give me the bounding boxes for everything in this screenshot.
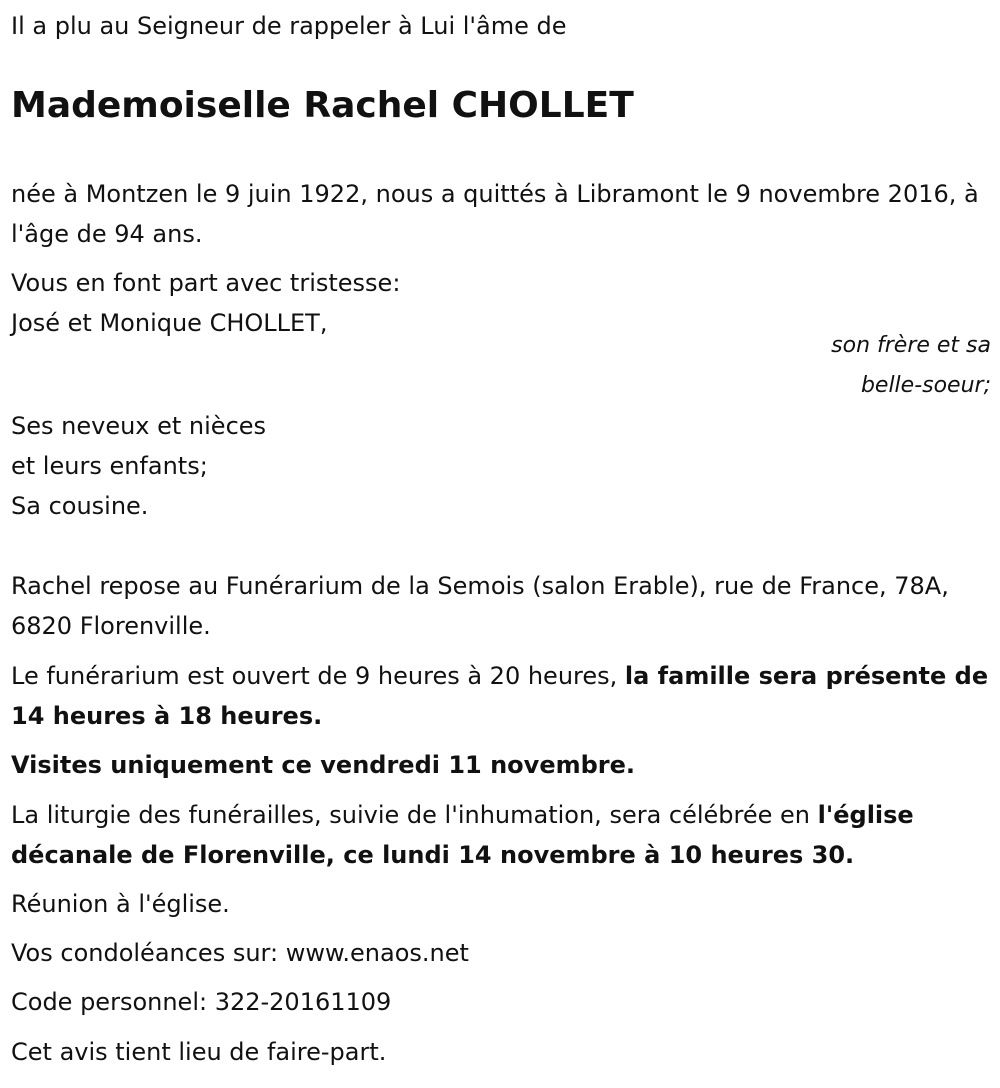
personal-code-text: Code personnel: 322-20161109	[11, 988, 392, 1016]
family-others	[11, 406, 266, 526]
family-first-relation	[831, 326, 991, 406]
opening-bold: la famille sera présente de 14 heures à 18 heures.	[11, 662, 989, 730]
liturgy-normal: La liturgie des funérailles, suivie de l'inhumation, sera célébrée en	[11, 801, 818, 829]
family-other-item: Sa cousine.	[11, 492, 149, 520]
family-other-item: et leurs enfants;	[11, 452, 208, 480]
intro-text: Il a plu au Seigneur de rappeler à Lui l'âme de	[11, 12, 567, 40]
condolences-text: Vos condoléances sur: www.enaos.net	[11, 939, 469, 967]
birth-death-text: née à Montzen le 9 juin 1922, nous a quittés à Libramont le 9 novembre 2016, à l'âge de 94 ans.	[11, 180, 979, 248]
notice-text: Cet avis tient lieu de faire-part.	[11, 1038, 387, 1066]
visits-text: Visites uniquement ce vendredi 11 novembre.	[11, 751, 636, 779]
family-other-item: Ses neveux et nièces	[11, 412, 267, 440]
relation-line-2: belle-soeur;	[860, 373, 991, 398]
family-first: José et Monique CHOLLET,	[11, 309, 328, 337]
opening-normal: Le funérarium est ouvert de 9 heures à 20 heures,	[11, 662, 625, 690]
announce-text: Vous en font part avec tristesse:	[11, 269, 401, 297]
liturgy-text	[11, 795, 991, 875]
repose-text: Rachel repose au Funérarium de la Semois (salon Erable), rue de France, 78A, 6820 Florenville.	[11, 572, 949, 640]
reunion-text: Réunion à l'église.	[11, 890, 230, 918]
liturgy-bold: l'église décanale de Florenville, ce lundi 14 novembre à 10 heures 30.	[11, 801, 914, 869]
opening-hours-text	[11, 656, 991, 736]
deceased-name: Mademoiselle Rachel CHOLLET	[11, 85, 634, 126]
relation-line-1: son frère et sa	[831, 333, 991, 358]
